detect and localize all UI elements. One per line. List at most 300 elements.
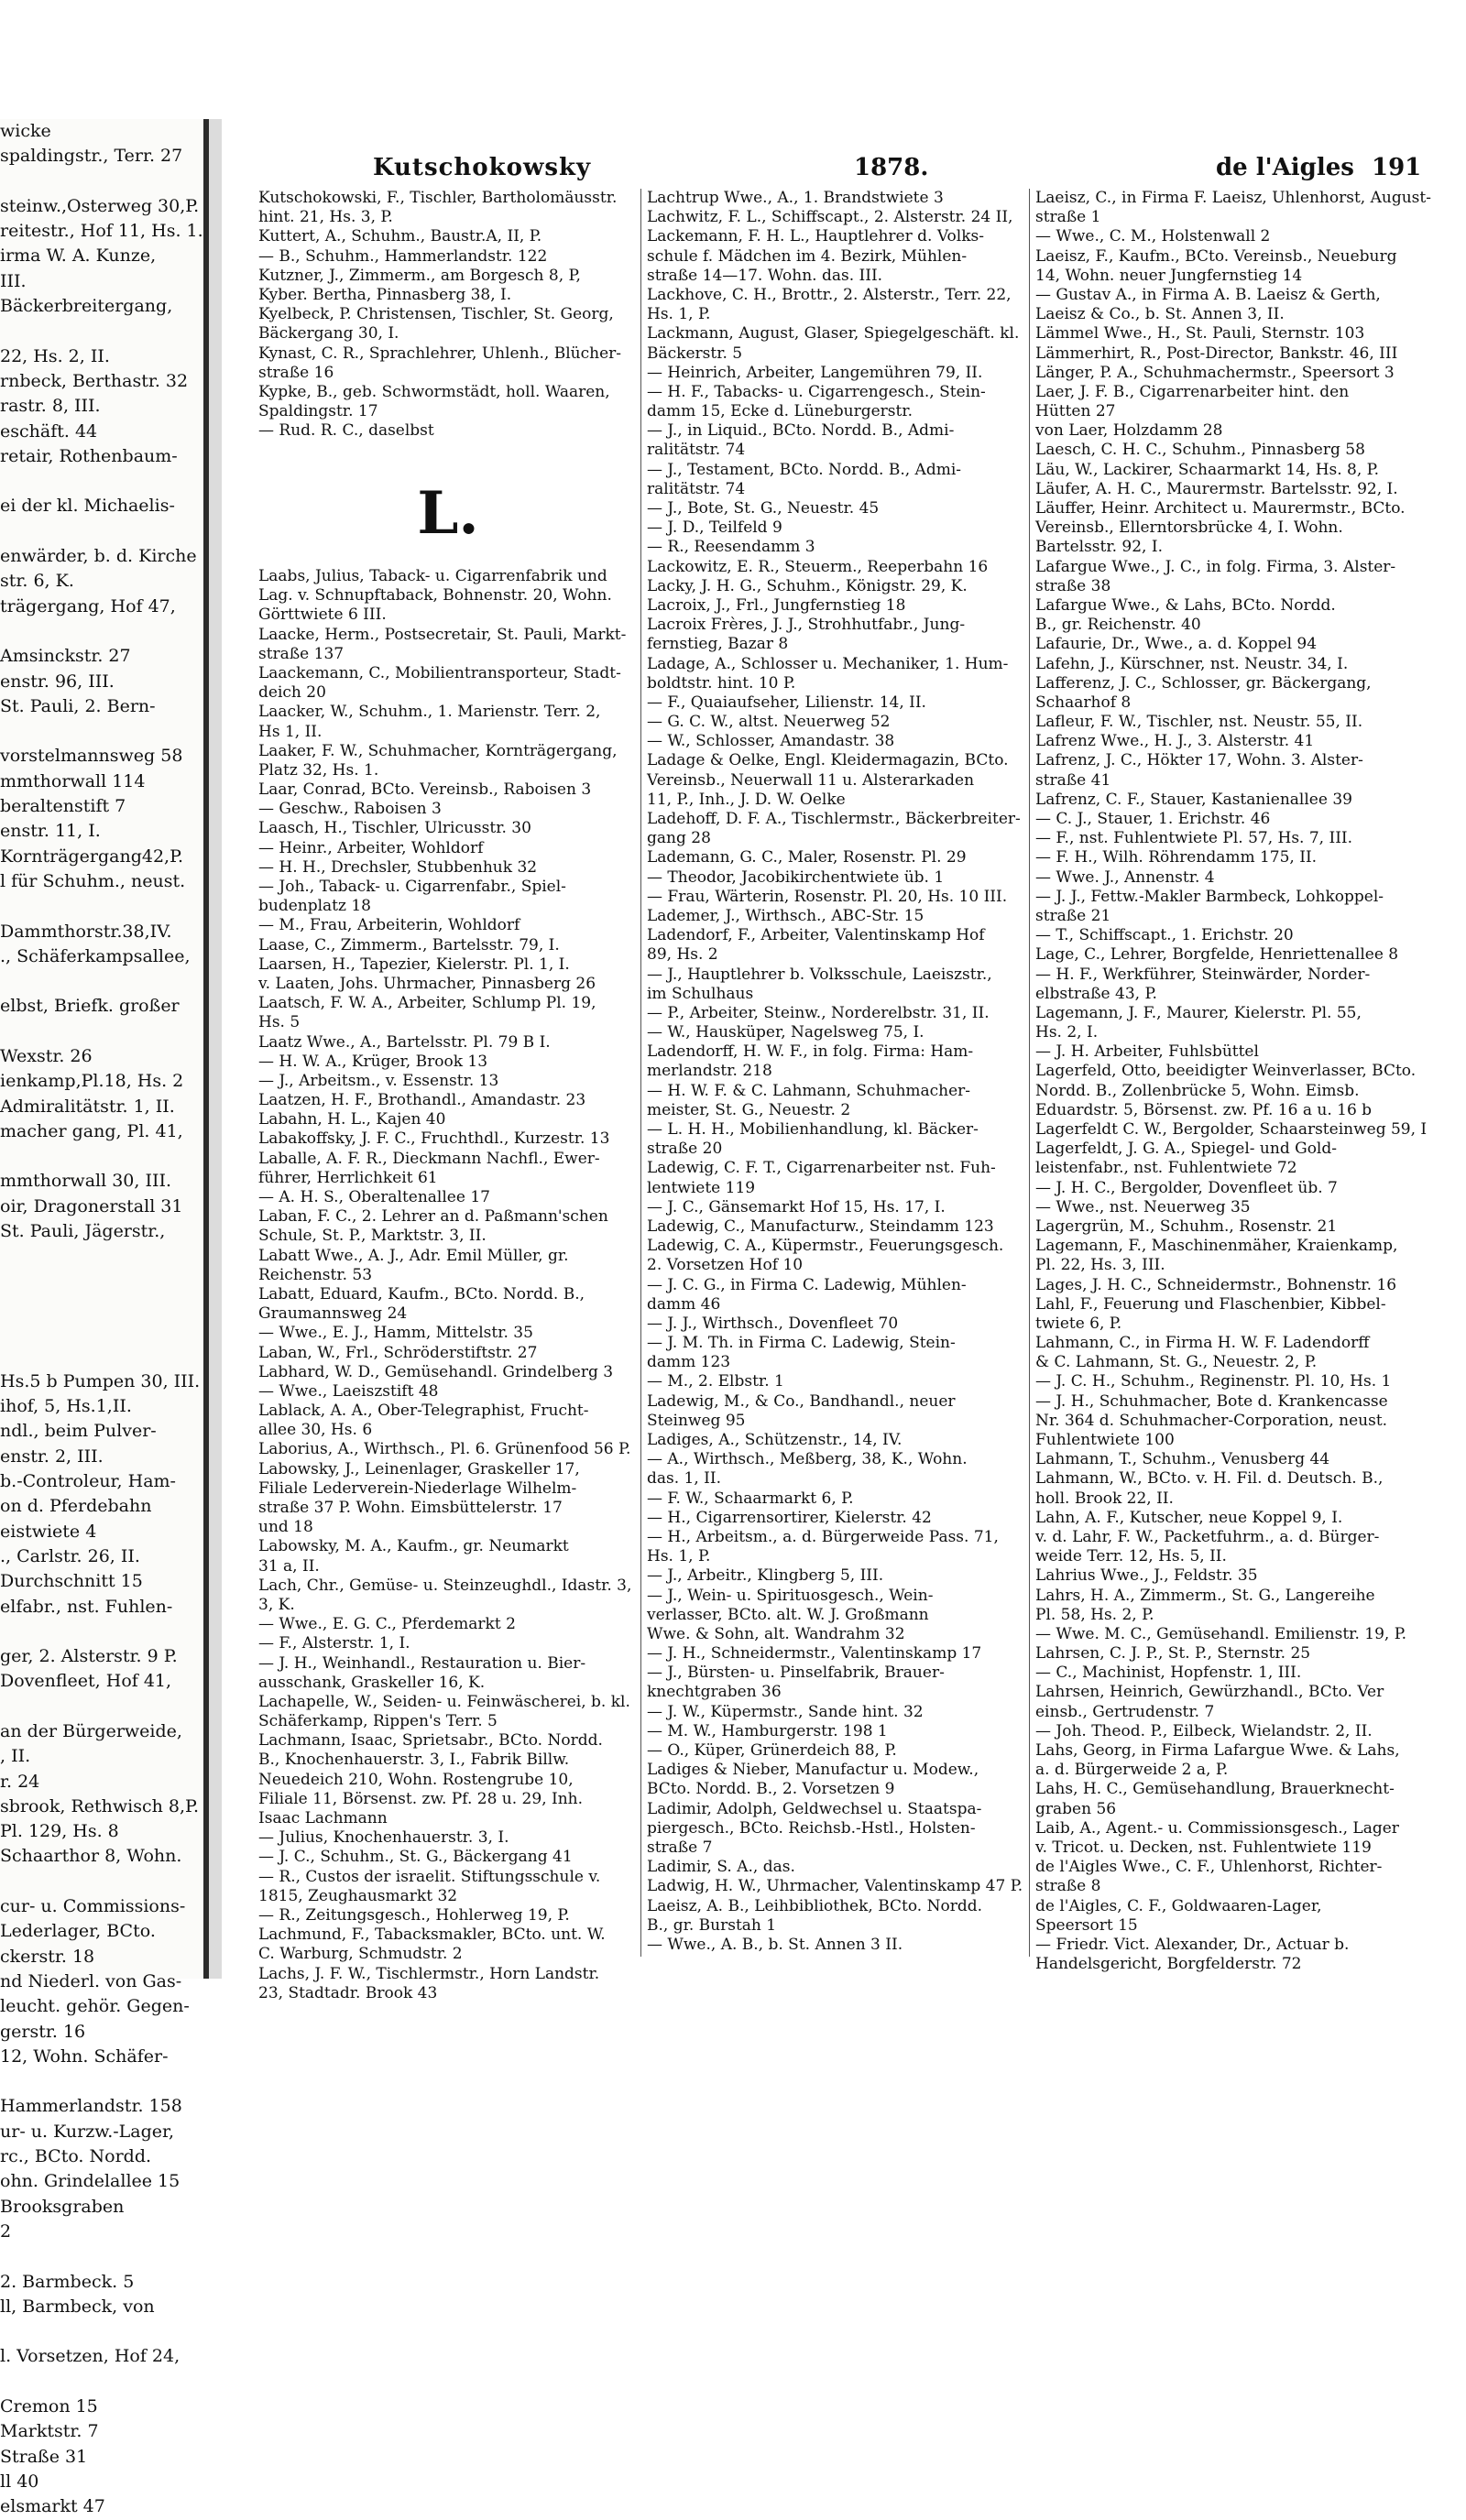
directory-entry-line: Laaker, F. W., Schuhmacher, Kornträgergang,: [258, 741, 618, 760]
page-header: [249, 154, 1422, 185]
directory-entry-line: Lafargue Wwe., & Lahs, BCto. Nordd.: [1035, 595, 1336, 615]
edge-text-line: spaldingstr., Terr. 27: [0, 146, 183, 167]
directory-entry-line: Laeisz, A. B., Leihbibliothek, BCto. Nordd.: [647, 1896, 982, 1915]
directory-entry-line: B., gr. Burstah 1: [647, 1915, 777, 1935]
directory-entry-line: — R., Zeitungsgesch., Hohlerweg 19, P.: [258, 1905, 570, 1925]
directory-entry-line: — J. C. H., Schuhm., Reginenstr. Pl. 10, Hs. 1: [1035, 1372, 1392, 1391]
directory-entry-line: — Wwe., Laeiszstift 48: [258, 1381, 439, 1401]
directory-entry-line: Laban, F. C., 2. Lehrer an d. Paßmann'schen: [258, 1207, 608, 1227]
edge-text-line: Marktstr. 7: [0, 2421, 99, 2442]
directory-page: [222, 119, 1450, 2002]
directory-entry-line: — Theodor, Jacobikirchentwiete üb. 1: [647, 867, 945, 887]
directory-entry-line: Ladiges, A., Schützenstr., 14, IV.: [647, 1431, 903, 1449]
directory-entry-line: Laer, J. F. B., Cigarrenarbeiter hint. den: [1035, 382, 1350, 401]
directory-entry-line: Lag. v. Schnupftaback, Bohnenstr. 20, Wohn.: [258, 586, 612, 605]
edge-text-line: r. 24: [0, 1771, 40, 1792]
directory-entry-line: Filiale 11, Börsenst. zw. Pf. 28 u. 29, Inh.: [258, 1789, 584, 1808]
directory-entry-line: das. 1, II.: [647, 1469, 722, 1489]
edge-text-line: 2. Barmbeck. 5: [0, 2271, 135, 2292]
edge-text-line: Kornträgergang42,P.: [0, 845, 184, 867]
directory-entry-line: piergesch., BCto. Reichsb.-Hstl., Holsten-: [647, 1818, 976, 1838]
directory-entry-line: Ladwig, H. W., Uhrmacher, Valentinskamp 47 P.: [647, 1877, 1023, 1896]
directory-entry-line: fernstieg, Bazar 8: [647, 635, 789, 654]
directory-entry-line: Bäckergang 30, I.: [258, 324, 399, 344]
directory-entry-line: Lahrius Wwe., J., Feldstr. 35: [1035, 1566, 1258, 1586]
edge-text-line: eschäft. 44: [0, 420, 98, 442]
directory-entry-line: — J., in Liquid., BCto. Nordd. B., Admi-: [647, 421, 955, 441]
edge-text-line: ckerstr. 18: [0, 1946, 95, 1967]
edge-text-line: Admiralitätstr. 1, II.: [0, 1096, 175, 1117]
edge-text-line: [0, 1270, 203, 1294]
directory-entry-line: — H., Cigarrensortirer, Kielerstr. 42: [647, 1508, 932, 1527]
directory-entry-line: Laatz Wwe., A., Bartelsstr. Pl. 79 B I.: [258, 1032, 551, 1052]
directory-entry-line: — Wwe., E. J., Hamm, Mittelstr. 35: [258, 1324, 533, 1343]
directory-entry-line: — G. C. W., altst. Neuerweg 52: [647, 713, 891, 732]
directory-entry-line: — J., Bote, St. G., Neuestr. 45: [647, 499, 880, 518]
directory-entry-line: straße 21: [1035, 906, 1111, 925]
directory-entry-line: — Heinrich, Arbeiter, Langemühren 79, II.: [647, 363, 983, 382]
directory-entry-line: straße 16: [258, 363, 334, 382]
edge-text-line: [0, 1244, 203, 1269]
directory-entry-line: damm 123: [647, 1353, 731, 1372]
edge-text-line: [0, 1870, 203, 1894]
edge-text-line: elsmarkt 47: [0, 2496, 105, 2517]
edge-text-line: [0, 1319, 203, 1344]
directory-entry-line: damm 15, Ecke d. Lüneburgerstr.: [647, 402, 913, 421]
edge-text-line: enstr. 2, III.: [0, 1445, 104, 1467]
directory-entry-line: — Friedr. Vict. Alexander, Dr., Actuar b.: [1035, 1935, 1350, 1954]
directory-entry-line: Graumannsweg 24: [258, 1304, 408, 1324]
edge-text-line: Hammerlandstr. 158: [0, 2096, 182, 2117]
directory-entry-line: Lahs, Georg, in Firma Lafargue Wwe. & Lahs,: [1035, 1741, 1400, 1760]
directory-entry-line: Kutschokowski, F., Tischler, Bartholomäusstr.: [258, 189, 618, 207]
edge-text-line: cur- u. Commissions-: [0, 1896, 186, 1917]
directory-entry-line: — J. J., Fettw.-Makler Barmbeck, Lohkoppel-: [1035, 887, 1384, 906]
directory-entry-line: Lämmerhirt, R., Post-Director, Bankstr. 46, III: [1035, 344, 1398, 363]
directory-entry-line: Eduardstr. 5, Börsenst. zw. Pf. 16 a u. 16 b: [1035, 1100, 1373, 1119]
directory-entry-line: Läufer, A. H. C., Maurermstr. Bartelsstr. 92, I.: [1035, 479, 1398, 498]
edge-text-line: Dammthorstr.38,IV.: [0, 921, 172, 942]
directory-entry-line: Reichenstr. 53: [258, 1265, 373, 1284]
directory-entry-line: — J., Wein- u. Spirituosgesch., Wein-: [647, 1586, 934, 1605]
directory-entry-line: Lachs, J. F. W., Tischlermstr., Horn Landstr.: [258, 1964, 600, 1983]
directory-entry-line: — C. J., Stauer, 1. Erichstr. 46: [1035, 810, 1271, 828]
directory-entry-line: einsb., Gertrudenstr. 7: [1035, 1702, 1215, 1721]
edge-text-line: Wexstr. 26: [0, 1045, 93, 1066]
edge-text-line: Straße 31: [0, 2446, 88, 2467]
directory-entry-line: leistenfabr., nst. Fuhlentwiete 72: [1035, 1159, 1297, 1178]
directory-entry-line: Fuhlentwiete 100: [1035, 1431, 1175, 1449]
directory-entry-line: Neuedeich 210, Wohn. Rostengrube 10,: [258, 1770, 574, 1789]
directory-entry-line: Ladendorf, F., Arbeiter, Valentinskamp Hof: [647, 926, 985, 945]
directory-entry-line: — J. C., Schuhm., St. G., Bäckergang 41: [258, 1848, 573, 1867]
directory-entry-line: Laatsch, F. W. A., Arbeiter, Schlump Pl. 19,: [258, 994, 596, 1013]
directory-entry-line: knechtgraben 36: [647, 1683, 782, 1702]
edge-text-line: trägergang, Hof 47,: [0, 595, 176, 616]
directory-entry-line: — Geschw., Raboisen 3: [258, 800, 442, 819]
directory-entry-line: Kynast, C. R., Sprachlehrer, Uhlenh., Blücher-: [258, 344, 622, 363]
directory-entry-line: straße 38: [1035, 576, 1111, 595]
column-divider: [1029, 189, 1030, 1957]
directory-entry-line: weide Terr. 12, Hs. 5, II.: [1035, 1547, 1227, 1566]
directory-entry-line: 11, P., Inh., J. D. W. Oelke: [647, 790, 846, 809]
directory-entry-line: Lahmann, T., Schuhm., Venusberg 44: [1035, 1450, 1330, 1469]
previous-page-edge: [0, 119, 209, 2517]
directory-entry-line: Länger, P. A., Schuhmachermstr., Speersort 3: [1035, 363, 1395, 382]
edge-text-line: wicke: [0, 121, 51, 141]
directory-entry-line: — J. J., Wirthsch., Dovenfleet 70: [647, 1314, 899, 1333]
directory-entry-line: Laeisz & Co., b. St. Annen 3, II.: [1035, 305, 1285, 324]
directory-entry-line: — Wwe., nst. Neuerweg 35: [1035, 1197, 1251, 1216]
directory-entry-line: BCto. Nordd. B., 2. Vorsetzen 9: [647, 1780, 895, 1799]
directory-entry-line: Läuffer, Heinr. Architect u. Maurermstr., BCto.: [1035, 499, 1406, 518]
directory-entry-line: — J., Bürsten- u. Pinselfabrik, Brauer-: [647, 1664, 945, 1683]
directory-entry-line: — H. F., Tabacks- u. Cigarrengesch., Stein-: [647, 382, 986, 401]
edge-text-line: [0, 319, 203, 344]
edge-text-line: [0, 1695, 203, 1719]
directory-entry-line: Lagerfeld, Otto, beeidigter Weinverlasser, BCto.: [1035, 1062, 1417, 1081]
directory-entry-line: Lage, C., Lehrer, Borgfelde, Henriettenallee 8: [1035, 945, 1399, 965]
edge-text-line: [0, 2319, 203, 2344]
directory-entry-line: führer, Herrlichkeit 61: [258, 1168, 438, 1187]
directory-entry-line: Ladimir, S. A., das.: [647, 1858, 795, 1877]
edge-text-line: 2: [0, 2220, 12, 2242]
directory-entry-line: Görttwiete 6 III.: [258, 605, 387, 625]
directory-entry-line: Laackemann, C., Mobilientransporteur, Stadt-: [258, 663, 621, 682]
directory-entry-line: — W., Hausküper, Nagelsweg 75, I.: [647, 1023, 924, 1042]
edge-text-line: vorstelmannsweg 58: [0, 746, 183, 767]
directory-entry-line: Spaldingstr. 17: [258, 402, 378, 421]
edge-text-line: b.-Controleur, Ham-: [0, 1471, 176, 1492]
directory-entry-line: im Schulhaus: [647, 984, 754, 1003]
directory-entry-line: — H. W. A., Krüger, Brook 13: [258, 1052, 488, 1071]
directory-entry-line: Lahrsen, C. J. P., St. P., Sternstr. 25: [1035, 1644, 1311, 1664]
edge-text-line: ., Carlstr. 26, II.: [0, 1545, 140, 1566]
edge-text-line: ger, 2. Alsterstr. 9 P.: [0, 1646, 178, 1667]
directory-entry-line: — J. H. C., Bergolder, Dovenfleet üb. 7: [1035, 1178, 1338, 1197]
directory-entry-line: allee 30, Hs. 6: [258, 1421, 373, 1440]
directory-entry-line: meister, St. G., Neuestr. 2: [647, 1100, 851, 1119]
directory-entry-line: gang 28: [647, 829, 711, 848]
edge-text-line: oir, Dragonerstall 31: [0, 1195, 183, 1216]
directory-entry-line: — T., Schiffscapt., 1. Erichstr. 20: [1035, 926, 1294, 945]
directory-entry-line: Labakoffsky, J. F. C., Fruchthdl., Kurzestr. 13: [258, 1129, 610, 1149]
header-left-keyword: Kutschokowsky: [373, 154, 592, 181]
directory-entry-line: — J. W., Küpermstr., Sande hint. 32: [647, 1702, 924, 1721]
directory-entry-line: Speersort 15: [1035, 1915, 1138, 1935]
directory-entry-line: Lagerfeldt, J. G. A., Spiegel- und Gold-: [1035, 1140, 1337, 1159]
directory-entry-line: Laborius, A., Wirthsch., Pl. 6. Grünenfood 56 P.: [258, 1440, 631, 1459]
directory-entry-line: Lachapelle, W., Seiden- u. Feinwäscherei, b. kl.: [258, 1692, 630, 1711]
directory-entry-line: Labhard, W. D., Gemüsehandl. Grindelberg 3: [258, 1362, 614, 1381]
directory-entry-line: Ladage & Oelke, Engl. Kleidermagazin, BCto.: [647, 751, 1009, 770]
directory-entry-line: Lach, Chr., Gemüse- u. Steinzeughdl., Idastr. 3,: [258, 1576, 632, 1595]
edge-text-line: Amsinckstr. 27: [0, 646, 131, 667]
directory-entry-line: und 18: [258, 1518, 313, 1537]
directory-entry-line: Platz 32, Hs. 1.: [258, 760, 379, 780]
directory-entry-line: — J. H., Weinhandl., Restauration u. Bier-: [258, 1653, 586, 1673]
edge-text-line: rnbeck, Berthastr. 32: [0, 370, 189, 391]
directory-entry-line: v. Tricot. u. Decken, nst. Fuhlentwiete 119: [1035, 1838, 1372, 1857]
edge-text-line: [0, 2370, 203, 2395]
directory-entry-line: Lagemann, J. F., Maurer, Kielerstr. Pl. 55,: [1035, 1003, 1362, 1022]
edge-text-line: nd Niederl. von Gas-: [0, 1970, 182, 1991]
directory-entry-line: Laatzen, H. F., Brothandl., Amandastr. 23: [258, 1091, 586, 1110]
edge-text-line: mmthorwall 114: [0, 770, 146, 791]
directory-entry-line: — H., Arbeitsm., a. d. Bürgerweide Pass. 71,: [647, 1527, 999, 1546]
directory-entry-line: Schaarhof 8: [1035, 693, 1132, 712]
directory-entry-line: — W., Schlosser, Amandastr. 38: [647, 732, 895, 751]
directory-entry-line: — J. M. Th. in Firma C. Ladewig, Stein-: [647, 1334, 956, 1353]
edge-text-line: an der Bürgerweide,: [0, 1721, 182, 1741]
directory-entry-line: — Wwe. M. C., Gemüsehandl. Emilienstr. 19, P.: [1035, 1624, 1407, 1643]
directory-entry-line: Lachwitz, F. L., Schiffscapt., 2. Alsterstr. 24 II,: [647, 208, 1013, 227]
directory-entry-line: — J. C. G., in Firma C. Ladewig, Mühlen-: [647, 1275, 967, 1294]
edge-text-line: steinw.,Osterweg 30,P.: [0, 195, 200, 216]
book-gutter: [209, 119, 222, 1979]
directory-entry-line: verlasser, BCto. alt. W. J. Großmann: [647, 1605, 929, 1624]
directory-entry-line: Lages, J. H. C., Schneidermstr., Bohnenstr. 16: [1035, 1275, 1397, 1294]
column-divider: [640, 189, 641, 1957]
directory-entry-line: Pl. 58, Hs. 2, P.: [1035, 1605, 1154, 1624]
directory-entry-line: 14, Wohn. neuer Jungfernstieg 14: [1035, 266, 1303, 285]
directory-entry-line: straße 20: [647, 1140, 723, 1159]
directory-entry-line: Lafrenz, J. C., Hökter 17, Wohn. 3. Alster-: [1035, 751, 1363, 770]
directory-entry-line: Lafferenz, J. C., Schlosser, gr. Bäckergang,: [1035, 673, 1372, 693]
directory-entry-line: Bartelsstr. 92, I.: [1035, 538, 1163, 557]
edge-text-line: [0, 969, 203, 994]
directory-entry-line: Laeisz, F., Kaufm., BCto. Vereinsb., Neueburg: [1035, 246, 1397, 266]
directory-entry-line: Lablack, A. A., Ober-Telegraphist, Frucht-: [258, 1402, 589, 1421]
directory-entry-line: Hs 1, II.: [258, 722, 323, 741]
directory-entry-line: elbstraße 43, P.: [1035, 984, 1157, 1003]
directory-entry-line: Labowsky, M. A., Kaufm., gr. Neumarkt: [258, 1537, 569, 1556]
directory-entry-line: B., Knochenhauerstr. 3, I., Fabrik Billw.: [258, 1751, 570, 1770]
edge-text-line: St. Pauli, 2. Bern-: [0, 695, 156, 716]
edge-text-line: irma W. A. Kunze,: [0, 245, 157, 267]
edge-text-line: macher gang, Pl. 41,: [0, 1120, 183, 1141]
edge-text-line: [0, 719, 203, 744]
directory-entry-line: — H. F., Werkführer, Steinwärder, Norder-: [1035, 965, 1371, 984]
directory-entry-line: Schäferkamp, Rippen's Terr. 5: [258, 1712, 498, 1731]
directory-entry-line: Ladewig, M., & Co., Bandhandl., neuer: [647, 1391, 956, 1411]
directory-entry-line: hint. 21, Hs. 3, P.: [258, 208, 393, 227]
directory-entry-line: straße 1: [1035, 208, 1101, 227]
edge-text-line: elbst, Briefk. großer: [0, 996, 180, 1017]
directory-entry-line: Hütten 27: [1035, 402, 1116, 421]
directory-entry-line: Lahmann, W., BCto. v. H. Fil. d. Deutsch. B.,: [1035, 1469, 1384, 1489]
directory-entry-line: Laarsen, H., Tapezier, Kielerstr. Pl. 1, I.: [258, 955, 570, 974]
directory-entry-line: Lahl, F., Feuerung und Flaschenbier, Kibbel-: [1035, 1294, 1386, 1314]
directory-entry-line: Lahn, A. F., Kutscher, neue Koppel 9, I.: [1035, 1508, 1343, 1527]
directory-entry-line: — M., Frau, Arbeiterin, Wohldorf: [258, 916, 520, 935]
directory-entry-line: Lafrenz, C. F., Stauer, Kastanienallee 39: [1035, 790, 1352, 809]
page-number: 191: [1372, 154, 1422, 181]
directory-column-3: [1035, 189, 1431, 1974]
directory-entry-line: Ladewig, C. A., Küpermstr., Feuerungsgesch.: [647, 1237, 1004, 1256]
directory-entry-line: Laban, W., Frl., Schröderstiftstr. 27: [258, 1343, 538, 1362]
directory-entry-line: straße 8: [1035, 1877, 1101, 1896]
directory-entry-line: — Wwe., C. M., Holstenwall 2: [1035, 227, 1271, 246]
directory-entry-line: — O., Küper, Grünerdeich 88, P.: [647, 1741, 897, 1760]
directory-entry-line: — R., Custos der israelit. Stiftungsschule v.: [258, 1867, 601, 1886]
directory-entry-line: holl. Brook 22, II.: [1035, 1489, 1174, 1508]
directory-entry-line: — A. H. S., Oberaltenallee 17: [258, 1188, 490, 1206]
directory-entry-line: Kyber. Bertha, Pinnasberg 38, I.: [258, 285, 512, 304]
directory-column-2: [647, 189, 1026, 1955]
directory-entry-line: — J. H., Schuhmacher, Bote d. Krankencasse: [1035, 1391, 1388, 1411]
directory-column-1: [258, 189, 638, 2003]
edge-text-line: [0, 1020, 203, 1044]
directory-entry-line: — P., Arbeiter, Steinw., Norderelbstr. 31, II.: [647, 1003, 990, 1022]
directory-entry-line: 2. Vorsetzen Hof 10: [647, 1256, 804, 1275]
directory-entry-line: — Rud. R. C., daselbst: [258, 421, 434, 441]
edge-text-line: Bäckerbreitergang,: [0, 296, 173, 317]
edge-text-line: ohn. Grindelallee 15: [0, 2171, 181, 2192]
directory-entry-line: — Wwe. J., Annenstr. 4: [1035, 867, 1215, 887]
directory-entry-line: — Frau, Wärterin, Rosenstr. Pl. 20, Hs. 10 III.: [647, 887, 1008, 906]
directory-entry-line: budenplatz 18: [258, 897, 372, 916]
directory-entry-line: twiete 6, P.: [1035, 1314, 1122, 1333]
directory-entry-line: Nordd. B., Zollenbrücke 5, Wohn. Eimsb.: [1035, 1081, 1360, 1100]
directory-entry-line: Ladage, A., Schlosser u. Mechaniker, 1. Hum-: [647, 654, 1009, 673]
directory-entry-line: Lackmann, August, Glaser, Spiegelgeschäft. kl.: [647, 324, 1020, 344]
edge-text-line: reitestr., Hof 11, Hs. 1.: [0, 221, 203, 242]
directory-entry-line: straße 137: [258, 644, 345, 663]
directory-entry-line: Lahs, H. C., Gemüsehandlung, Brauerknecht-: [1035, 1780, 1395, 1799]
directory-entry-line: v. Laaten, Johs. Uhrmacher, Pinnasberg 26: [258, 974, 596, 993]
directory-entry-line: boldtstr. hint. 10 P.: [647, 673, 796, 693]
directory-entry-line: lentwiete 119: [647, 1178, 756, 1197]
directory-entry-line: — J., Arbeitr., Klingberg 5, III.: [647, 1566, 884, 1586]
directory-entry-line: ralitätstr. 74: [647, 479, 746, 498]
directory-entry-line: von Laer, Holzdamm 28: [1035, 421, 1223, 441]
section-letter: L.: [417, 478, 479, 548]
edge-text-line: enstr. 11, I.: [0, 821, 101, 842]
directory-entry-line: Lafehn, J., Kürschner, nst. Neustr. 34, I.: [1035, 654, 1349, 673]
directory-entry-line: Schule, St. P., Marktstr. 3, II.: [258, 1227, 487, 1246]
directory-entry-line: — J. H., Schneidermstr., Valentinskamp 17: [647, 1644, 982, 1664]
directory-entry-line: — F. W., Schaarmarkt 6, P.: [647, 1489, 854, 1508]
directory-entry-line: Labowsky, J., Leinenlager, Graskeller 17,: [258, 1459, 580, 1478]
edge-text-line: gerstr. 16: [0, 2021, 86, 2042]
directory-entry-line: Isaac Lachmann: [258, 1809, 388, 1827]
edge-text-line: [0, 1345, 203, 1369]
directory-entry-line: Lagergrün, M., Schuhm., Rosenstr. 21: [1035, 1216, 1338, 1236]
directory-entry-line: deich 20: [258, 683, 326, 703]
directory-entry-line: Laib, A., Agent.- u. Commissionsgesch., Lager: [1035, 1818, 1399, 1838]
edge-text-line: [0, 519, 203, 544]
directory-entry-line: — M., 2. Elbstr. 1: [647, 1372, 784, 1391]
directory-entry-line: Kyelbeck, P. Christensen, Tischler, St. Georg,: [258, 305, 614, 324]
directory-entry-line: Laacke, Herm., Postsecretair, St. Pauli, Markt-: [258, 625, 627, 644]
directory-entry-line: v. d. Lahr, F. W., Packetfuhrm., a. d. Bürger-: [1035, 1527, 1380, 1546]
directory-entry-line: Laasch, H., Tischler, Ulricusstr. 30: [258, 819, 531, 838]
directory-entry-line: straße 7: [647, 1838, 713, 1857]
directory-entry-line: — J. C., Gänsemarkt Hof 15, Hs. 17, I.: [647, 1197, 946, 1216]
directory-entry-line: Lämmel Wwe., H., St. Pauli, Sternstr. 103: [1035, 324, 1365, 344]
directory-entry-line: Lahrsen, Heinrich, Gewürzhandl., BCto. Ver: [1035, 1683, 1384, 1702]
directory-entry-line: Nr. 364 d. Schuhmacher-Corporation, neust.: [1035, 1411, 1388, 1430]
edge-text-line: enwärder, b. d. Kirche: [0, 546, 197, 567]
edge-text-line: , II.: [0, 1746, 31, 1767]
edge-text-line: ur- u. Kurzw.-Lager,: [0, 2121, 175, 2142]
edge-text-line: ll, Barmbeck, von: [0, 2296, 155, 2317]
edge-text-line: Dovenfleet, Hof 41,: [0, 1671, 172, 1692]
directory-entry-line: straße 41: [1035, 770, 1111, 790]
directory-entry-line: Ladehoff, D. F. A., Tischlermstr., Bäckerbreiter-: [647, 810, 1021, 828]
edge-text-line: 12, Wohn. Schäfer-: [0, 2045, 169, 2067]
directory-entry-line: — J., Testament, BCto. Nordd. B., Admi-: [647, 460, 962, 479]
edge-text-line: Schaarthor 8, Wohn.: [0, 1846, 182, 1867]
directory-entry-line: — J., Arbeitsm., v. Essenstr. 13: [258, 1071, 499, 1090]
directory-entry-line: a. d. Bürgerweide 2 a, P.: [1035, 1761, 1229, 1780]
edge-text-line: [0, 469, 203, 494]
directory-entry-line: B., gr. Reichenstr. 40: [1035, 616, 1201, 635]
edge-text-line: Cremon 15: [0, 2396, 98, 2417]
directory-entry-line: — F., nst. Fuhlentwiete Pl. 57, Hs. 7, III.: [1035, 829, 1353, 848]
directory-entry-line: Lahrs, H. A., Zimmerm., St. G., Langereihe: [1035, 1586, 1375, 1605]
directory-entry-line: damm 46: [647, 1294, 721, 1314]
directory-entry-line: straße 14—17. Wohn. das. III.: [647, 266, 883, 285]
edge-text-line: [0, 619, 203, 644]
edge-text-line: [0, 894, 203, 919]
directory-entry-line: merlandstr. 218: [647, 1062, 772, 1081]
directory-entry-line: Filiale Lederverein-Niederlage Wilhelm-: [258, 1478, 577, 1498]
directory-entry-line: ausschank, Graskeller 16, K.: [258, 1673, 486, 1692]
edge-text-line: [0, 169, 203, 194]
directory-entry-line: Kutzner, J., Zimmerm., am Borgesch 8, P,: [258, 266, 581, 285]
directory-entry-line: de l'Aigles Wwe., C. F., Uhlenhorst, Richter-: [1035, 1858, 1383, 1877]
directory-entry-line: — J. H. Arbeiter, Fuhlsbüttel: [1035, 1042, 1259, 1062]
directory-entry-line: — F., Alsterstr. 1, I.: [258, 1634, 410, 1653]
edge-text-line: ll 40: [0, 2471, 39, 2492]
directory-entry-line: Labatt Wwe., A. J., Adr. Emil Müller, gr.: [258, 1246, 569, 1265]
directory-entry-line: Kuttert, A., Schuhm., Baustr.A, II, P.: [258, 227, 542, 246]
directory-entry-line: Lagemann, F., Maschinenmäher, Kraienkamp,: [1035, 1237, 1398, 1256]
edge-text-line: str. 6, K.: [0, 571, 74, 592]
directory-entry-line: Labatt, Eduard, Kaufm., BCto. Nordd. B.,: [258, 1284, 585, 1304]
directory-entry-line: Laase, C., Zimmerm., Bartelsstr. 79, I.: [258, 935, 560, 955]
directory-entry-line: Ladiges & Nieber, Manufactur u. Modew.,: [647, 1761, 979, 1780]
directory-entry-line: 31 a, II.: [258, 1556, 320, 1576]
directory-entry-line: Lademer, J., Wirthsch., ABC-Str. 15: [647, 906, 924, 925]
edge-text-line: l. Vorsetzen, Hof 24,: [0, 2346, 181, 2367]
edge-text-line: Pl. 129, Hs. 8: [0, 1821, 119, 1842]
edge-text-line: sbrook, Rethwisch 8,P.: [0, 1795, 199, 1816]
directory-entry-line: Steinweg 95: [647, 1411, 746, 1430]
edge-text-line: leucht. gehör. Gegen-: [0, 1996, 190, 2017]
directory-entry-line: Lachtrup Wwe., A., 1. Brandstwiete 3: [647, 189, 944, 207]
directory-entry-line: straße 37 P. Wohn. Eimsbüttelerstr. 17: [258, 1499, 563, 1517]
edge-text-line: rastr. 8, III.: [0, 396, 101, 417]
directory-entry-line: [258, 461, 638, 480]
edge-text-line: l für Schuhm., neust.: [0, 870, 186, 891]
directory-entry-line: — H. W. F. & C. Lahmann, Schuhmacher-: [647, 1081, 971, 1100]
directory-entry-line: Lagerfeldt C. W., Bergolder, Schaarsteinweg 59, I: [1035, 1120, 1428, 1139]
directory-entry-line: Bäckerstr. 5: [647, 344, 743, 363]
directory-entry-line: ralitätstr. 74: [647, 441, 746, 460]
edge-text-line: ienkamp,Pl.18, Hs. 2: [0, 1071, 184, 1092]
directory-entry-line: Lackhove, C. H., Brottr., 2. Alsterstr., Terr. 22,: [647, 285, 1012, 304]
header-right-keyword: de l'Aigles: [1216, 154, 1354, 181]
directory-entry-line: — F., Quaiaufseher, Lilienstr. 14, II.: [647, 693, 926, 712]
directory-entry-line: — M. W., Hamburgerstr. 198 1: [647, 1721, 888, 1740]
edge-text-line: eistwiete 4: [0, 1521, 97, 1542]
edge-text-line: retair, Rothenbaum-: [0, 445, 178, 466]
edge-text-line: ei der kl. Michaelis-: [0, 496, 175, 517]
directory-entry-line: — Joh. Theod. P., Eilbeck, Wielandstr. 2, II.: [1035, 1721, 1373, 1740]
